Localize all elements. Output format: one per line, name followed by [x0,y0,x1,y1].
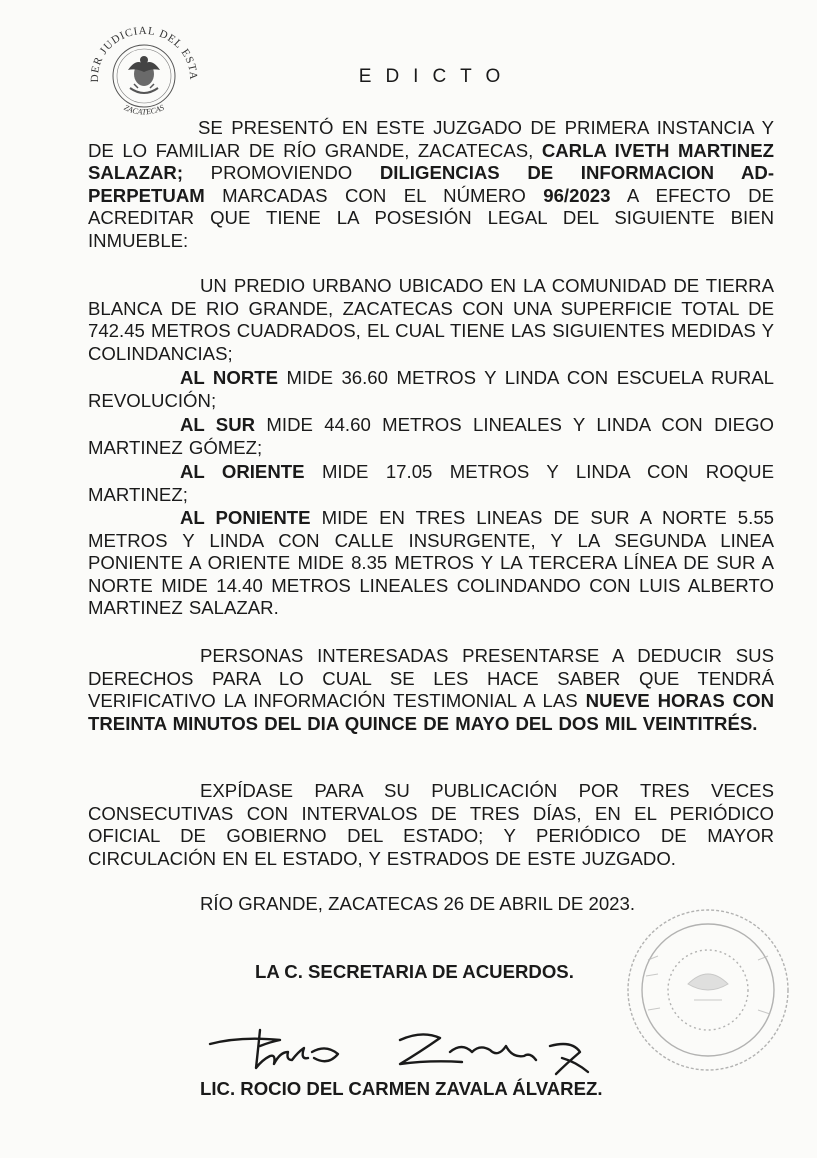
boundary-east-text: MIDE 17.05 METROS Y LINDA CON ROQUE MARTINEZ; [88,461,774,505]
secretary-title: LA C. SECRETARIA DE ACUERDOS. [255,961,574,982]
seal-ring-text: DER JUDICIAL DEL ESTA [88,24,200,83]
boundary-north-text: MIDE 36.60 METROS Y LINDA CON ESCUELA RURAL REVOLUCIÓN; [88,367,774,411]
hearing-paragraph [88,645,774,735]
promovente-name: CARLA IVETH MARTINEZ SALAZAR; [88,139,774,184]
boundary-south [88,414,774,459]
opening-text-2: PROMOVIENDO [210,162,353,184]
opening-text-4: A EFECTO DE ACREDITAR QUE TIENE LA POSESIÓN LEGAL DEL SIGUIENTE BIEN INMUEBLE: [88,184,774,251]
boundary-south-label: AL SUR [180,414,256,435]
property-paragraph [88,275,774,365]
place-and-date: RÍO GRANDE, ZACATECAS 26 DE ABRIL DE 2023. [200,893,636,914]
opening-paragraph [88,117,774,253]
boundary-east-label: AL ORIENTE [180,461,305,482]
publication-paragraph [88,780,774,870]
boundary-west-text: MIDE EN TRES LINEAS DE SUR A NORTE 5.55 METROS Y LINDA CON CALLE INSURGENTE, Y LA SEGUNDA LINEA PONIENTE A ORIENTE MIDE 8.35 METROS Y LA TERCERA LÍNEA DE SUR A NORTE MIDE 14.40 METROS LINEALES COLINDANDO CON LUIS ALBERTO MARTINEZ SALAZAR. [88,507,774,619]
property-text: UN PREDIO URBANO UBICADO EN LA COMUNIDAD DE TIERRA BLANCA DE RIO GRANDE, ZACATECAS CON UNA SUPERFICIE TOTAL DE 742.45 METROS CUADRADOS, EL CUAL TIENE LAS SIGUIENTES MEDIDAS Y COLINDANCIAS; [88,275,774,364]
hearing-datetime: NUEVE HORAS CON TREINTA MINUTOS DEL DIA QUINCE DE MAYO DEL DOS MIL VEINTITRÉS. [88,690,774,734]
publication-text: EXPÍDASE PARA SU PUBLICACIÓN POR TRES VECES CONSECUTIVAS CON INTERVALOS DE TRES DÍAS, EN EL PERIÓDICO OFICIAL DE GOBIERNO DEL ESTADO; Y PERIÓDICO DE MAYOR CIRCULACIÓN EN EL ESTADO, Y ESTRADOS DE ESTE JUZGADO. [88,780,774,869]
hearing-text: PERSONAS INTERESADAS PRESENTARSE A DEDUCIR SUS DERECHOS PARA LO CUAL SE LES HACE SABER QUE TENDRÁ VERIFICATIVO LA INFORMACIÓN TESTIMONIAL A LAS [88,645,774,712]
procedure-name: DILIGENCIAS DE INFORMACION AD-PERPETUAM [88,162,775,206]
opening-text-3: MARCADAS CON EL NÚMERO [222,184,526,206]
boundary-east [88,461,774,506]
boundary-west-label: AL PONIENTE [180,507,311,528]
case-number: 96/2023 [543,184,611,206]
signer-name: LIC. ROCIO DEL CARMEN ZAVALA ÁLVAREZ. [200,1078,603,1099]
official-stamp [618,900,798,1085]
boundary-west [88,507,774,620]
svg-text:ZACATECAS [122,103,165,117]
boundary-south-text: MIDE 44.60 METROS LINEALES Y LINDA CON DIEGO MARTINEZ GÓMEZ; [88,414,775,458]
opening-text-1: SE PRESENTÓ EN ESTE JUZGADO DE PRIMERA INSTANCIA Y DE LO FAMILIAR DE RÍO GRANDE, ZACATECAS, [88,117,774,161]
boundary-north [88,367,774,412]
seal-bottom-text: ZACATECAS [122,102,166,117]
boundary-north-label: AL NORTE [180,367,279,388]
document-title: EDICTO [358,66,515,87]
